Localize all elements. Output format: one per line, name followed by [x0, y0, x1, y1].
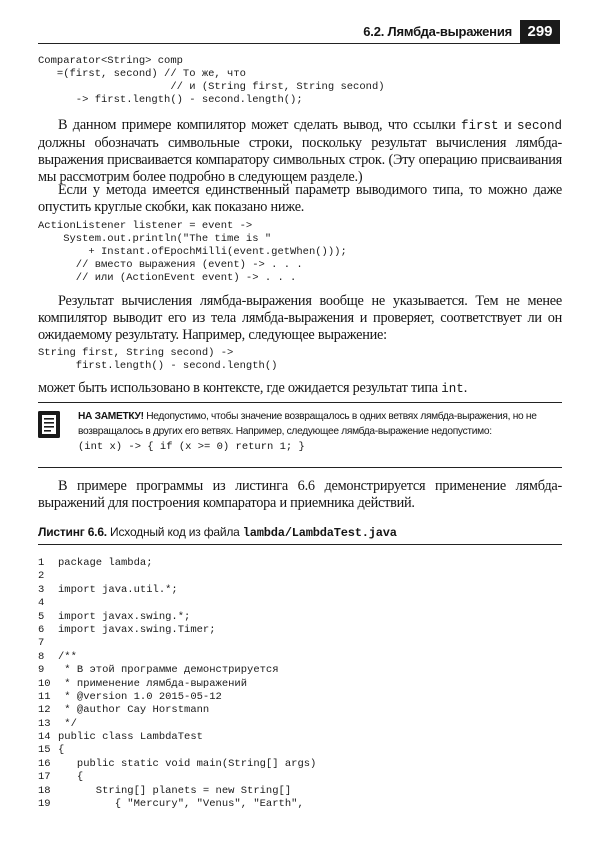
listing-line [38, 744, 316, 757]
line-code: * @author Cay Horstmann [58, 704, 210, 717]
listing-line [38, 785, 316, 798]
note-box [38, 402, 562, 468]
line-number: 13 [38, 717, 51, 730]
line-number: 18 [38, 784, 51, 797]
line-code: { [58, 744, 65, 757]
line-code: /** [58, 650, 77, 663]
paragraph-listing-intro: В примере программы из листинга 6.6 демонстрируется применение лямбда-выражений для построения компаратора и приемника действий. [38, 478, 562, 511]
line-code: * @version 1.0 2015-05-12 [58, 690, 222, 703]
line-number: 2 [38, 570, 45, 583]
listing-line [38, 731, 316, 744]
listing-line [38, 637, 316, 650]
code-listing [38, 557, 316, 811]
line-number: 3 [38, 583, 45, 596]
line-number: 14 [38, 731, 51, 744]
line-code: * В этой программе демонстрируется [58, 664, 279, 677]
notepad-icon [38, 411, 60, 438]
line-code: public class LambdaTest [58, 731, 203, 744]
listing-line [38, 691, 316, 704]
listing-line [38, 718, 316, 731]
listing-line [38, 584, 316, 597]
listing-line [38, 664, 316, 677]
line-number: 5 [38, 610, 45, 623]
listing-line [38, 704, 316, 717]
listing-line [38, 758, 316, 771]
line-code: import javax.swing.*; [58, 610, 191, 623]
line-number: 16 [38, 757, 51, 770]
line-code: { "Mercury", "Venus", "Earth", [58, 798, 304, 811]
note-text: НА ЗАМЕТКУ! Недопустимо, чтобы значение возвращалось в одних ветвях лямбда-выражения, но не возвращалось в других его ветвях. Например, следующее лямбда-выражение недопустимо: [78, 411, 537, 437]
line-number: 4 [38, 597, 45, 610]
page-number: 299 [520, 20, 560, 43]
line-number: 11 [38, 690, 51, 703]
listing-line [38, 798, 316, 811]
paragraph-compiler-inference: В данном примере компилятор может сделать вывод, что ссылки first и second должны обозначать символьные строки, поскольку результат вычисления лямбда-выражения присваивается компаратору символьных строк. (Эту операцию присваивания мы рассмотрим более подробно в следующем разделе.) [38, 117, 562, 185]
paragraph-int-context: может быть использовано в контексте, где ожидается результат типа int. [38, 380, 468, 396]
line-number: 1 [38, 557, 45, 569]
code-block-action-listener: ActionListener listener = event -> System.out.println("The time is " + Instant.ofEpochMilli(event.getWhen())); // вместо выражения (event) -> . . . // или (ActionEvent event) -> . . . [38, 220, 347, 284]
line-number: 7 [38, 637, 45, 650]
line-code: * применение лямбда-выражений [58, 677, 248, 690]
code-block-string-lambda: String first, String second) -> first.length() - second.length() [38, 347, 278, 372]
line-number: 6 [38, 623, 45, 636]
paragraph-result-type: Результат вычисления лямбда-выражения вообще не указывается. Тем не менее компилятор выводит его из тела лямбда-выражения и проверяет, соответствует ли он ожидаемому результату. Например, следующее выражение: [38, 293, 562, 343]
listing-line [38, 557, 316, 570]
line-number: 19 [38, 798, 51, 811]
line-code: String[] planets = new String[] [58, 784, 292, 797]
listing-line [38, 611, 316, 624]
page-header [38, 20, 560, 44]
section-title: 6.2. Лямбда-выражения [363, 24, 512, 39]
line-code: import java.util.*; [58, 583, 178, 596]
code-block-comparator: Comparator<String> comp =(first, second) // То же, что // и (String first, String second) -> first.length() - second.length(); [38, 55, 385, 106]
listing-caption: Листинг 6.6. Исходный код из файла lambda/LambdaTest.java [38, 524, 562, 545]
listing-line [38, 624, 316, 637]
listing-line [38, 678, 316, 691]
line-number: 12 [38, 704, 51, 717]
line-code: { [58, 771, 84, 784]
line-number: 15 [38, 744, 51, 757]
listing-line [38, 771, 316, 784]
line-number: 17 [38, 771, 51, 784]
note-label: НА ЗАМЕТКУ! [78, 411, 144, 422]
line-number: 8 [38, 650, 45, 663]
line-code: package lambda; [58, 557, 153, 569]
paragraph-single-parameter: Если у метода имеется единственный параметр выводимого типа, то можно даже опустить круглые скобки, как показано ниже. [38, 182, 562, 215]
listing-line [38, 597, 316, 610]
listing-filename: lambda/LambdaTest.java [242, 526, 397, 540]
line-code: import javax.swing.Timer; [58, 623, 216, 636]
line-code: */ [58, 717, 77, 730]
line-code: public static void main(String[] args) [58, 757, 317, 770]
line-number: 10 [38, 677, 51, 690]
listing-line [38, 651, 316, 664]
line-number: 9 [38, 664, 45, 677]
listing-line [38, 570, 316, 583]
note-code: (int x) -> { if (x >= 0) return 1; } [78, 441, 305, 453]
